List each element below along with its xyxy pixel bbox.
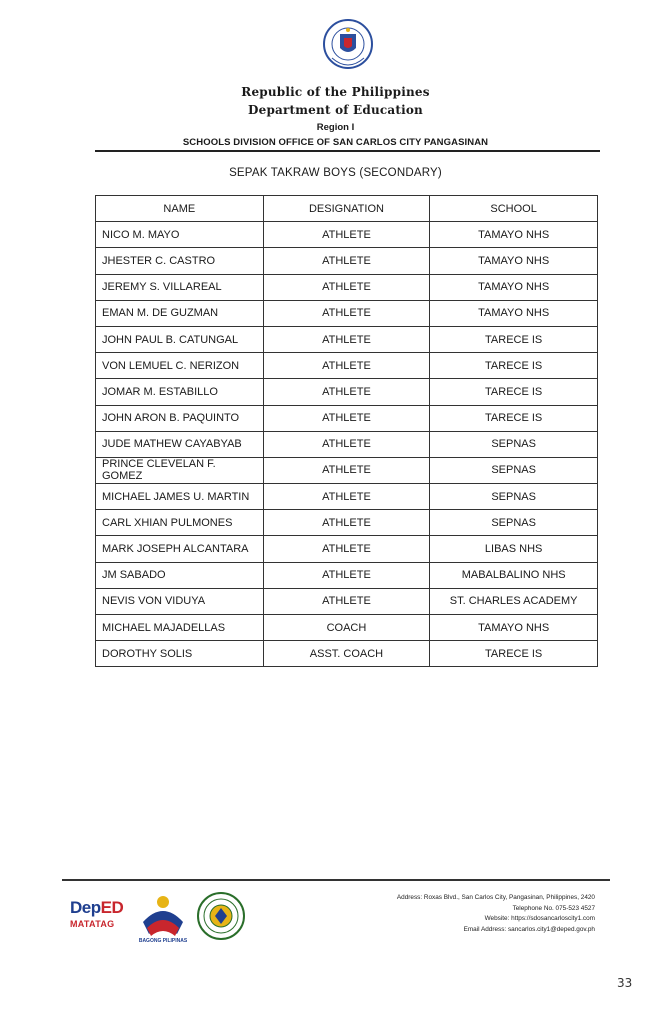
cell-name: MARK JOSEPH ALCANTARA bbox=[96, 536, 264, 562]
republic-heading: Republic of the Philippines bbox=[241, 85, 430, 99]
cell-name: CARL XHIAN PULMONES bbox=[96, 510, 264, 536]
cell-designation: ASST. COACH bbox=[263, 641, 430, 667]
bagong-pilipinas-label: BAGONG PILIPINAS bbox=[138, 938, 188, 944]
cell-name: VON LEMUEL C. NERIZON bbox=[96, 353, 264, 379]
cell-school: MABALBALINO NHS bbox=[430, 562, 598, 588]
cell-designation: ATHLETE bbox=[263, 353, 430, 379]
table-row bbox=[96, 615, 598, 641]
cell-school: TAMAYO NHS bbox=[430, 222, 598, 248]
cell-school: SEPNAS bbox=[430, 484, 598, 510]
cell-designation: ATHLETE bbox=[263, 431, 430, 457]
cell-name: NICO M. MAYO bbox=[96, 222, 264, 248]
table-row bbox=[96, 536, 598, 562]
cell-designation: ATHLETE bbox=[263, 379, 430, 405]
table-row bbox=[96, 431, 598, 457]
cell-school: TARECE IS bbox=[430, 353, 598, 379]
email-line: Email Address: sancarlos.city1@deped.gov.ph bbox=[463, 925, 595, 933]
table-row bbox=[96, 484, 598, 510]
deped-wordmark-dep: Dep bbox=[70, 898, 101, 917]
website-line: Website: https://sdosancarloscity1.com bbox=[484, 915, 595, 922]
cell-school: LIBAS NHS bbox=[430, 536, 598, 562]
column-header-school: SCHOOL bbox=[430, 196, 598, 222]
cell-name: MICHAEL JAMES U. MARTIN bbox=[96, 484, 264, 510]
deped-matatag-logo bbox=[70, 898, 130, 944]
cell-name: JEREMY S. VILLAREAL bbox=[96, 274, 264, 300]
cell-school: TARECE IS bbox=[430, 405, 598, 431]
table-row bbox=[96, 274, 598, 300]
cell-school: SEPNAS bbox=[430, 457, 598, 483]
cell-designation: ATHLETE bbox=[263, 562, 430, 588]
sdo-san-carlos-seal bbox=[196, 891, 246, 941]
table-row bbox=[96, 222, 598, 248]
cell-name: DOROTHY SOLIS bbox=[96, 641, 264, 667]
cell-name: JOMAR M. ESTABILLO bbox=[96, 379, 264, 405]
cell-name: NEVIS VON VIDUYA bbox=[96, 588, 264, 614]
cell-designation: ATHLETE bbox=[263, 457, 430, 483]
cell-school: TAMAYO NHS bbox=[430, 615, 598, 641]
cell-school: TARECE IS bbox=[430, 379, 598, 405]
cell-designation: ATHLETE bbox=[263, 510, 430, 536]
deped-wordmark bbox=[70, 898, 130, 918]
page-number: 33 bbox=[617, 976, 633, 990]
cell-school: SEPNAS bbox=[430, 510, 598, 536]
cell-name: JHESTER C. CASTRO bbox=[96, 248, 264, 274]
cell-designation: ATHLETE bbox=[263, 536, 430, 562]
table-row bbox=[96, 588, 598, 614]
table-row bbox=[96, 562, 598, 588]
header-divider bbox=[95, 150, 600, 152]
cell-designation: ATHLETE bbox=[263, 405, 430, 431]
table-row bbox=[96, 510, 598, 536]
contact-info bbox=[397, 893, 595, 935]
cell-school: TARECE IS bbox=[430, 641, 598, 667]
table-title: SEPAK TAKRAW BOYS (SECONDARY) bbox=[229, 167, 442, 179]
address-line: Address: Roxas Blvd., San Carlos City, Pangasinan, Philippines, 2420 bbox=[396, 894, 595, 901]
table-row bbox=[96, 300, 598, 326]
table-row bbox=[96, 641, 598, 667]
roster-table bbox=[95, 195, 598, 667]
cell-school: TARECE IS bbox=[430, 326, 598, 352]
cell-name: JOHN ARON B. PAQUINTO bbox=[96, 405, 264, 431]
table-header-row bbox=[96, 196, 598, 222]
cell-designation: ATHLETE bbox=[263, 484, 430, 510]
cell-designation: ATHLETE bbox=[263, 222, 430, 248]
cell-name: JUDE MATHEW CAYABYAB bbox=[96, 431, 264, 457]
table-row bbox=[96, 457, 598, 483]
division-heading: SCHOOLS DIVISION OFFICE OF SAN CARLOS CITY PANGASINAN bbox=[182, 137, 489, 148]
cell-designation: ATHLETE bbox=[263, 588, 430, 614]
cell-school: TAMAYO NHS bbox=[430, 274, 598, 300]
column-header-designation: DESIGNATION bbox=[263, 196, 430, 222]
region-heading: Region I bbox=[316, 122, 355, 133]
footer-divider bbox=[62, 879, 610, 881]
cell-designation: ATHLETE bbox=[263, 248, 430, 274]
table-row bbox=[96, 353, 598, 379]
cell-school: TAMAYO NHS bbox=[430, 300, 598, 326]
cell-designation: ATHLETE bbox=[263, 274, 430, 300]
cell-designation: ATHLETE bbox=[263, 300, 430, 326]
department-heading: Department of Education bbox=[248, 103, 423, 117]
table-row bbox=[96, 379, 598, 405]
cell-designation: ATHLETE bbox=[263, 326, 430, 352]
deped-seal-logo bbox=[322, 18, 374, 80]
deped-wordmark-ed: ED bbox=[100, 898, 124, 917]
cell-school: TAMAYO NHS bbox=[430, 248, 598, 274]
cell-school: SEPNAS bbox=[430, 431, 598, 457]
cell-school: ST. CHARLES ACADEMY bbox=[430, 588, 598, 614]
cell-name: PRINCE CLEVELAN F. GOMEZ bbox=[96, 457, 264, 483]
table-row bbox=[96, 326, 598, 352]
matatag-wordmark: MATATAG bbox=[70, 919, 115, 929]
cell-name: JOHN PAUL B. CATUNGAL bbox=[96, 326, 264, 352]
cell-name: JM SABADO bbox=[96, 562, 264, 588]
cell-name: EMAN M. DE GUZMAN bbox=[96, 300, 264, 326]
roster-body bbox=[96, 222, 598, 667]
table-row bbox=[96, 248, 598, 274]
table-row bbox=[96, 405, 598, 431]
telephone-line: Telephone No. 075-523 4527 bbox=[512, 904, 595, 912]
cell-designation: COACH bbox=[263, 615, 430, 641]
cell-name: MICHAEL MAJADELLAS bbox=[96, 615, 264, 641]
column-header-name: NAME bbox=[96, 196, 264, 222]
